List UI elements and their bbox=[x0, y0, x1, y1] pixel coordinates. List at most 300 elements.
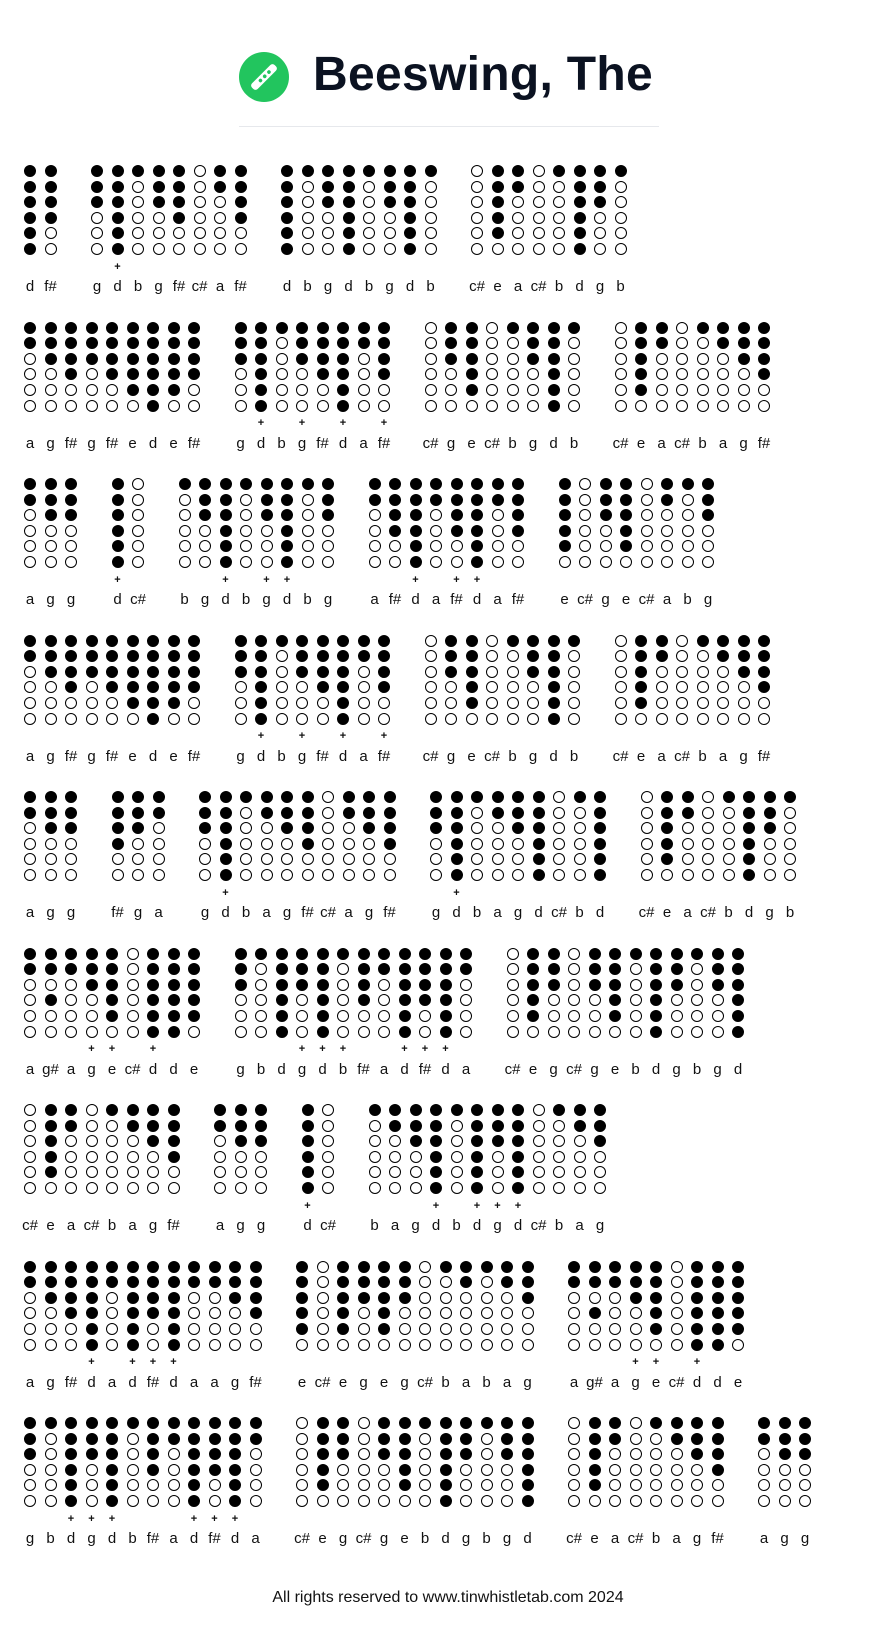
covered-hole bbox=[471, 1166, 483, 1178]
covered-hole bbox=[106, 322, 118, 334]
open-hole bbox=[460, 1464, 472, 1476]
open-hole bbox=[779, 1464, 791, 1476]
open-hole bbox=[574, 1135, 586, 1147]
open-hole bbox=[317, 1339, 329, 1351]
covered-hole bbox=[471, 1120, 483, 1132]
open-hole bbox=[609, 1448, 621, 1460]
covered-hole bbox=[548, 666, 560, 678]
open-hole bbox=[240, 525, 252, 537]
open-hole bbox=[568, 1307, 580, 1319]
open-hole bbox=[214, 227, 226, 239]
open-hole bbox=[384, 227, 396, 239]
covered-hole bbox=[127, 1104, 139, 1116]
open-hole bbox=[337, 979, 349, 991]
covered-hole bbox=[147, 1307, 159, 1319]
covered-hole bbox=[173, 181, 185, 193]
open-hole bbox=[758, 1448, 770, 1460]
open-hole bbox=[419, 1276, 431, 1288]
covered-hole bbox=[445, 666, 457, 678]
note-label: b bbox=[426, 278, 435, 295]
covered-hole bbox=[45, 666, 57, 678]
note-label: b bbox=[575, 904, 584, 921]
open-hole bbox=[261, 556, 273, 568]
covered-hole bbox=[620, 525, 632, 537]
open-hole bbox=[481, 1276, 493, 1288]
open-hole bbox=[784, 807, 796, 819]
covered-hole bbox=[533, 822, 545, 834]
open-hole bbox=[451, 1135, 463, 1147]
open-hole bbox=[302, 853, 314, 865]
open-hole bbox=[594, 1151, 606, 1163]
note-label: d bbox=[513, 1217, 523, 1234]
covered-hole bbox=[512, 791, 524, 803]
note-label: f# bbox=[450, 591, 463, 608]
open-hole bbox=[147, 1495, 159, 1507]
open-hole bbox=[471, 196, 483, 208]
covered-hole bbox=[440, 994, 452, 1006]
note-label: g bbox=[46, 434, 55, 452]
open-hole bbox=[430, 838, 442, 850]
open-hole bbox=[451, 1166, 463, 1178]
open-hole bbox=[460, 1339, 472, 1351]
covered-hole bbox=[466, 337, 478, 349]
open-hole bbox=[369, 1135, 381, 1147]
covered-hole bbox=[527, 650, 539, 662]
covered-hole bbox=[317, 1010, 329, 1022]
octave-marker: + bbox=[304, 1199, 311, 1212]
open-hole bbox=[188, 384, 200, 396]
open-hole bbox=[764, 853, 776, 865]
note-label: g bbox=[236, 747, 245, 765]
covered-hole bbox=[609, 1417, 621, 1429]
open-hole bbox=[214, 1166, 226, 1178]
open-hole bbox=[641, 478, 653, 490]
note-label: g bbox=[739, 747, 748, 765]
open-hole bbox=[630, 1495, 642, 1507]
covered-hole bbox=[440, 1261, 452, 1273]
open-hole bbox=[507, 1026, 519, 1038]
open-hole bbox=[153, 869, 165, 881]
open-hole bbox=[486, 337, 498, 349]
open-hole bbox=[486, 400, 498, 412]
open-hole bbox=[630, 1010, 642, 1022]
open-hole bbox=[697, 400, 709, 412]
covered-hole bbox=[492, 165, 504, 177]
open-hole bbox=[671, 1010, 683, 1022]
note-label: d bbox=[169, 1060, 178, 1078]
open-hole bbox=[86, 994, 98, 1006]
open-hole bbox=[45, 525, 57, 537]
covered-hole bbox=[147, 1010, 159, 1022]
note-label: a bbox=[657, 747, 666, 765]
covered-hole bbox=[65, 322, 77, 334]
open-hole bbox=[276, 337, 288, 349]
open-hole bbox=[712, 1479, 724, 1491]
covered-hole bbox=[358, 650, 370, 662]
covered-hole bbox=[758, 650, 770, 662]
open-hole bbox=[322, 838, 334, 850]
note-label: b bbox=[651, 1530, 661, 1547]
covered-hole bbox=[779, 1417, 791, 1429]
covered-hole bbox=[389, 478, 401, 490]
open-hole bbox=[451, 556, 463, 568]
open-hole bbox=[45, 556, 57, 568]
open-hole bbox=[425, 713, 437, 725]
note-label: g bbox=[148, 1217, 158, 1234]
open-hole bbox=[507, 681, 519, 693]
open-hole bbox=[568, 650, 580, 662]
open-hole bbox=[492, 822, 504, 834]
covered-hole bbox=[527, 337, 539, 349]
open-hole bbox=[507, 1010, 519, 1022]
open-hole bbox=[507, 368, 519, 380]
open-hole bbox=[533, 165, 545, 177]
covered-hole bbox=[471, 1135, 483, 1147]
covered-hole bbox=[594, 1104, 606, 1116]
covered-hole bbox=[147, 948, 159, 960]
open-hole bbox=[419, 1433, 431, 1445]
open-hole bbox=[512, 540, 524, 552]
covered-hole bbox=[220, 791, 232, 803]
note-label: f# bbox=[388, 591, 402, 608]
open-hole bbox=[24, 353, 36, 365]
covered-hole bbox=[399, 1026, 411, 1038]
covered-hole bbox=[188, 963, 200, 975]
covered-hole bbox=[168, 1276, 180, 1288]
octave-marker: + bbox=[298, 1043, 306, 1056]
open-hole bbox=[600, 556, 612, 568]
covered-hole bbox=[281, 478, 293, 490]
note-label: g bbox=[364, 904, 374, 921]
note-label: a bbox=[210, 1373, 219, 1391]
open-hole bbox=[317, 384, 329, 396]
open-hole bbox=[410, 1151, 422, 1163]
open-hole bbox=[358, 1479, 370, 1491]
open-hole bbox=[697, 650, 709, 662]
open-hole bbox=[132, 494, 144, 506]
covered-hole bbox=[250, 1417, 262, 1429]
covered-hole bbox=[661, 822, 673, 834]
open-hole bbox=[650, 1479, 662, 1491]
open-hole bbox=[712, 1026, 724, 1038]
open-hole bbox=[445, 713, 457, 725]
open-hole bbox=[86, 400, 98, 412]
open-hole bbox=[378, 994, 390, 1006]
covered-hole bbox=[527, 994, 539, 1006]
note-label: d bbox=[87, 1373, 96, 1391]
covered-hole bbox=[650, 963, 662, 975]
covered-hole bbox=[609, 979, 621, 991]
covered-hole bbox=[732, 963, 744, 975]
covered-hole bbox=[24, 322, 36, 334]
open-hole bbox=[358, 697, 370, 709]
note-label: a bbox=[461, 1060, 471, 1078]
open-hole bbox=[86, 1495, 98, 1507]
covered-hole bbox=[389, 525, 401, 537]
open-hole bbox=[65, 1151, 77, 1163]
covered-hole bbox=[758, 1433, 770, 1445]
covered-hole bbox=[574, 165, 586, 177]
open-hole bbox=[24, 540, 36, 552]
open-hole bbox=[661, 509, 673, 521]
covered-hole bbox=[220, 869, 232, 881]
covered-hole bbox=[261, 509, 273, 521]
covered-hole bbox=[337, 353, 349, 365]
open-hole bbox=[65, 525, 77, 537]
open-hole bbox=[106, 1323, 118, 1335]
open-hole bbox=[24, 1104, 36, 1116]
covered-hole bbox=[317, 681, 329, 693]
covered-hole bbox=[65, 1261, 77, 1273]
covered-hole bbox=[337, 384, 349, 396]
open-hole bbox=[568, 979, 580, 991]
open-hole bbox=[460, 994, 472, 1006]
covered-hole bbox=[209, 1448, 221, 1460]
covered-hole bbox=[471, 1151, 483, 1163]
open-hole bbox=[656, 400, 668, 412]
open-hole bbox=[559, 556, 571, 568]
note-label: c# bbox=[130, 591, 146, 608]
open-hole bbox=[24, 994, 36, 1006]
open-hole bbox=[533, 1120, 545, 1132]
covered-hole bbox=[527, 979, 539, 991]
open-hole bbox=[568, 713, 580, 725]
covered-hole bbox=[281, 556, 293, 568]
note-label: g bbox=[400, 1373, 409, 1391]
open-hole bbox=[45, 853, 57, 865]
covered-hole bbox=[451, 478, 463, 490]
covered-hole bbox=[188, 1417, 200, 1429]
open-hole bbox=[317, 1292, 329, 1304]
covered-hole bbox=[86, 1417, 98, 1429]
covered-hole bbox=[384, 165, 396, 177]
octave-marker: + bbox=[108, 1512, 116, 1525]
covered-hole bbox=[188, 1464, 200, 1476]
covered-hole bbox=[574, 791, 586, 803]
covered-hole bbox=[779, 1433, 791, 1445]
open-hole bbox=[24, 509, 36, 521]
covered-hole bbox=[732, 1323, 744, 1335]
covered-hole bbox=[112, 196, 124, 208]
open-hole bbox=[702, 822, 714, 834]
covered-hole bbox=[430, 1120, 442, 1132]
covered-hole bbox=[106, 1010, 118, 1022]
covered-hole bbox=[466, 666, 478, 678]
open-hole bbox=[45, 1448, 57, 1460]
covered-hole bbox=[214, 1104, 226, 1116]
covered-hole bbox=[410, 1135, 422, 1147]
open-hole bbox=[682, 869, 694, 881]
covered-hole bbox=[24, 181, 36, 193]
note-label: a bbox=[215, 278, 225, 295]
open-hole bbox=[358, 1307, 370, 1319]
covered-hole bbox=[764, 791, 776, 803]
open-hole bbox=[240, 822, 252, 834]
covered-hole bbox=[276, 1010, 288, 1022]
open-hole bbox=[460, 1010, 472, 1022]
covered-hole bbox=[533, 853, 545, 865]
open-hole bbox=[589, 1339, 601, 1351]
open-hole bbox=[779, 1479, 791, 1491]
open-hole bbox=[194, 196, 206, 208]
covered-hole bbox=[302, 1182, 314, 1194]
note-label: a bbox=[25, 904, 35, 921]
covered-hole bbox=[732, 1010, 744, 1022]
covered-hole bbox=[661, 807, 673, 819]
octave-marker: + bbox=[380, 730, 388, 743]
note-label: f# bbox=[44, 278, 57, 295]
note-label: g bbox=[236, 1060, 245, 1078]
open-hole bbox=[568, 1026, 580, 1038]
open-hole bbox=[24, 681, 36, 693]
open-hole bbox=[296, 1495, 308, 1507]
open-hole bbox=[173, 243, 185, 255]
open-hole bbox=[229, 1307, 241, 1319]
covered-hole bbox=[220, 540, 232, 552]
covered-hole bbox=[430, 1166, 442, 1178]
open-hole bbox=[399, 1307, 411, 1319]
open-hole bbox=[106, 1026, 118, 1038]
covered-hole bbox=[548, 368, 560, 380]
covered-hole bbox=[65, 948, 77, 960]
covered-hole bbox=[369, 494, 381, 506]
open-hole bbox=[45, 713, 57, 725]
open-hole bbox=[481, 1307, 493, 1319]
note-label: g bbox=[780, 1530, 789, 1547]
note-label: b bbox=[554, 1217, 564, 1234]
note-label: g bbox=[282, 904, 292, 921]
covered-hole bbox=[378, 337, 390, 349]
covered-hole bbox=[317, 635, 329, 647]
open-hole bbox=[533, 243, 545, 255]
covered-hole bbox=[533, 807, 545, 819]
open-hole bbox=[363, 243, 375, 255]
open-hole bbox=[445, 368, 457, 380]
open-hole bbox=[641, 838, 653, 850]
open-hole bbox=[45, 1495, 57, 1507]
covered-hole bbox=[147, 1433, 159, 1445]
covered-hole bbox=[86, 979, 98, 991]
covered-hole bbox=[302, 807, 314, 819]
covered-hole bbox=[106, 337, 118, 349]
open-hole bbox=[656, 353, 668, 365]
covered-hole bbox=[568, 322, 580, 334]
covered-hole bbox=[419, 948, 431, 960]
covered-hole bbox=[106, 681, 118, 693]
covered-hole bbox=[758, 337, 770, 349]
covered-hole bbox=[758, 681, 770, 693]
open-hole bbox=[522, 1323, 534, 1335]
open-hole bbox=[630, 979, 642, 991]
covered-hole bbox=[188, 681, 200, 693]
open-hole bbox=[235, 697, 247, 709]
tune-title: Beeswing, The bbox=[313, 48, 653, 101]
covered-hole bbox=[717, 322, 729, 334]
open-hole bbox=[127, 1448, 139, 1460]
open-hole bbox=[430, 509, 442, 521]
note-label: g bbox=[87, 1530, 96, 1547]
note-label: b bbox=[303, 278, 312, 295]
covered-hole bbox=[732, 1276, 744, 1288]
open-hole bbox=[24, 1135, 36, 1147]
open-hole bbox=[527, 368, 539, 380]
covered-hole bbox=[168, 1026, 180, 1038]
open-hole bbox=[322, 540, 334, 552]
open-hole bbox=[758, 400, 770, 412]
open-hole bbox=[45, 869, 57, 881]
open-hole bbox=[568, 948, 580, 960]
octave-marker: + bbox=[257, 730, 265, 743]
open-hole bbox=[24, 1495, 36, 1507]
open-hole bbox=[492, 1182, 504, 1194]
open-hole bbox=[594, 243, 606, 255]
covered-hole bbox=[276, 322, 288, 334]
note-label: a bbox=[657, 434, 666, 452]
open-hole bbox=[86, 1182, 98, 1194]
covered-hole bbox=[589, 1261, 601, 1273]
note-label: d bbox=[692, 1373, 702, 1391]
covered-hole bbox=[466, 368, 478, 380]
note-label: f# bbox=[301, 904, 314, 921]
covered-hole bbox=[732, 1292, 744, 1304]
open-hole bbox=[568, 1010, 580, 1022]
open-hole bbox=[86, 1151, 98, 1163]
open-hole bbox=[261, 540, 273, 552]
covered-hole bbox=[276, 963, 288, 975]
covered-hole bbox=[209, 1433, 221, 1445]
open-hole bbox=[430, 556, 442, 568]
covered-hole bbox=[261, 807, 273, 819]
open-hole bbox=[343, 869, 355, 881]
open-hole bbox=[65, 979, 77, 991]
open-hole bbox=[296, 681, 308, 693]
open-hole bbox=[717, 713, 729, 725]
open-hole bbox=[65, 713, 77, 725]
covered-hole bbox=[460, 1433, 472, 1445]
open-hole bbox=[168, 1166, 180, 1178]
note-label: g bbox=[323, 278, 333, 295]
open-hole bbox=[389, 1135, 401, 1147]
open-hole bbox=[671, 1495, 683, 1507]
covered-hole bbox=[548, 697, 560, 709]
covered-hole bbox=[615, 165, 627, 177]
open-hole bbox=[589, 1010, 601, 1022]
open-hole bbox=[188, 1292, 200, 1304]
covered-hole bbox=[188, 1433, 200, 1445]
covered-hole bbox=[106, 353, 118, 365]
open-hole bbox=[363, 853, 375, 865]
open-hole bbox=[650, 1339, 662, 1351]
covered-hole bbox=[317, 337, 329, 349]
note-label: d bbox=[107, 1530, 117, 1547]
open-hole bbox=[276, 353, 288, 365]
open-hole bbox=[568, 681, 580, 693]
open-hole bbox=[425, 400, 437, 412]
covered-hole bbox=[343, 181, 355, 193]
covered-hole bbox=[574, 1120, 586, 1132]
covered-hole bbox=[147, 322, 159, 334]
note-label: g bbox=[200, 904, 210, 921]
open-hole bbox=[322, 822, 334, 834]
covered-hole bbox=[209, 1464, 221, 1476]
covered-hole bbox=[296, 1307, 308, 1319]
open-hole bbox=[615, 368, 627, 380]
covered-hole bbox=[337, 337, 349, 349]
covered-hole bbox=[147, 1104, 159, 1116]
open-hole bbox=[106, 1166, 118, 1178]
open-hole bbox=[676, 368, 688, 380]
note-label: d bbox=[344, 278, 353, 295]
